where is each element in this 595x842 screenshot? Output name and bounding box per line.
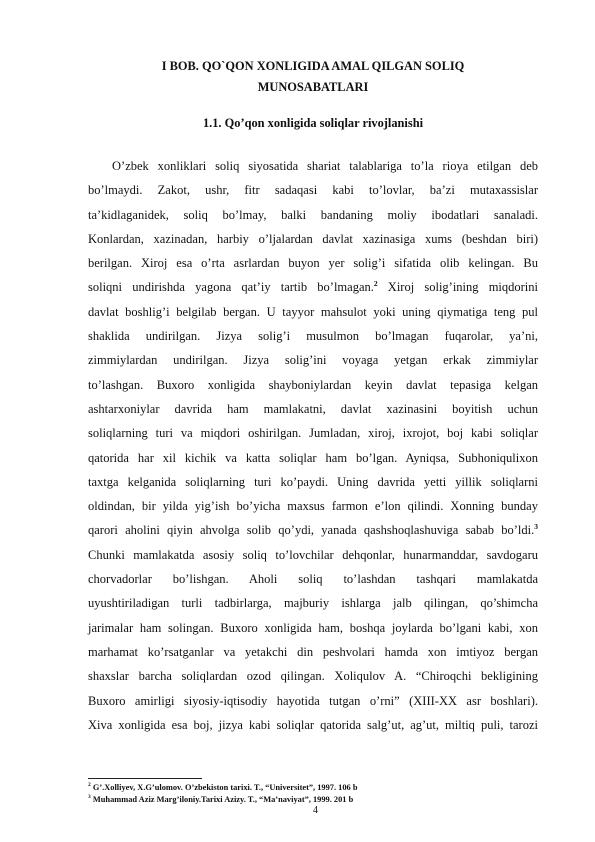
body-line: Xiva xonligida esa boj, jizya kabi soliqlar qatorida salg’ut, ag’ut, miltiq puli, tarozi	[88, 717, 538, 732]
footnote-ref-3[interactable]: 3	[534, 522, 538, 532]
body-paragraph	[88, 154, 538, 737]
body-line: chorvadorlar bo’lishgan. Aholi soliq to’lashdan tashqari mamlakatda	[88, 572, 538, 587]
body-line: Chunki mamlakatda asosiy soliq to’lovchilar dehqonlar, hunarmanddar, savdogaru	[88, 547, 538, 562]
body-line: taxtga kelganida soliqlarning turi ko’paydi. Uning davrida yetti yillik soliqlarni	[88, 474, 538, 489]
body-line-with-footnote-2	[88, 275, 538, 299]
body-line: Buxoro amirligi siyosiy-iqtisodiy hayotida tutgan o’rni” (XIII-XX asr boshlari).	[88, 693, 538, 708]
footnote-3	[88, 794, 538, 806]
body-line: qatorida har xil kichik va katta soliqlar ham bo’lgan. Ayniqsa, Subhoniqulixon	[88, 450, 538, 465]
body-line: soliqlarning turi va miqdori oshirilgan. Jumladan, xiroj, ixrojot, boj kabi soliqlar	[88, 426, 538, 441]
section-title: 1.1. Qo’qon xonligida soliqlar rivojlanishi	[202, 116, 424, 130]
body-line-text-tail: Xiroj solig’ining miqdorini	[377, 280, 538, 295]
page-number: 4	[313, 805, 318, 816]
body-line: shaxslar barcha soliqlardan ozod qilingan. Xoliqulov A. “Chiroqchi bekligining	[88, 669, 538, 684]
footnote-text: Muhammad Aziz Marg’iloniy.Tarixi Azizy. T., “Ma’naviyat”, 1999. 201 b	[90, 794, 354, 804]
body-line: ta’kidlaganidek, soliq bo’lmay, balki bandaning moliy ibodatlari sanaladi.	[88, 207, 538, 222]
body-line: Konlardan, xazinadan, harbiy o’ljalardan davlat xazinasiga xums (beshdan biri)	[88, 231, 538, 246]
chapter-title-line1: I BOB. QO`QON XONLIGIDA AMAL QILGAN SOLIQ	[161, 59, 465, 73]
footnote-marker: 2	[88, 782, 91, 789]
body-line: bo’lmaydi. Zakot, ushr, fitr sadaqasi kabi to’lovlar, ba’zi mutaxassislar	[88, 183, 538, 198]
footnote-separator	[88, 778, 202, 779]
footnote-ref-2[interactable]: 2	[373, 279, 378, 289]
body-line: ashtarxoniylar davrida ham mamlakatni, davlat xazinasini boyitish uchun	[88, 401, 538, 416]
body-line: oldindan, bir yilda yig’ish bo’yicha maxsus farmon e’lon qilindi. Xonning bunday	[88, 499, 538, 514]
body-line: uyushtiriladigan turli tadbirlarga, majburiy ishlarga jalb qilingan, qo’shimcha	[88, 596, 538, 611]
footnote-2	[88, 782, 538, 794]
body-line-text: qarori aholini qiyin ahvolga solib qo’ydi, yanada qashshoqlashuviga sabab bo’ldi.	[88, 523, 535, 538]
footnote-text: G’.Xolliyev, X.G’ulomov. O’zbekiston tarixi. T., “Universitet”, 1997. 106 b	[90, 783, 358, 792]
body-line-with-footnote-3	[88, 518, 538, 542]
footnote-marker: 3	[88, 793, 91, 800]
body-line: marhamat ko’rsatganlar va yetakchi din peshvolari hamda xon imtiyoz bergan	[88, 644, 538, 659]
body-line: davlat boshlig’i belgilab bergan. U tayyor mahsulot yoki uning qiymatiga teng pul	[88, 304, 538, 319]
chapter-title-line2: MUNOSABATLARI	[257, 80, 369, 94]
body-line: jarimalar ham solingan. Buxoro xonligida ham, boshqa joylarda bo’lgani kabi, xon	[88, 620, 538, 635]
footnotes	[88, 782, 538, 805]
body-line-text: soliqni undirishda yagona qat’iy tartib bo’lmagan.	[88, 280, 374, 295]
body-line: berilgan. Xiroj esa o’rta asrlardan buyon yer solig’i sifatida olib kelingan. Bu	[88, 256, 538, 271]
body-line: O’zbek xonliklari soliq siyosatida shariat talablariga to’la rioya etilgan deb	[112, 159, 538, 173]
body-line: shaklida undirilgan. Jizya solig’i musulmon bo’lmagan fuqarolar, ya’ni,	[88, 329, 538, 344]
body-line: zimmiylardan undirilgan. Jizya solig’ini voyaga yetgan erkak zimmiylar	[88, 353, 538, 368]
body-line: to’lashgan. Buxoro xonligida shayboniylardan keyin davlat tepasiga kelgan	[88, 377, 538, 392]
